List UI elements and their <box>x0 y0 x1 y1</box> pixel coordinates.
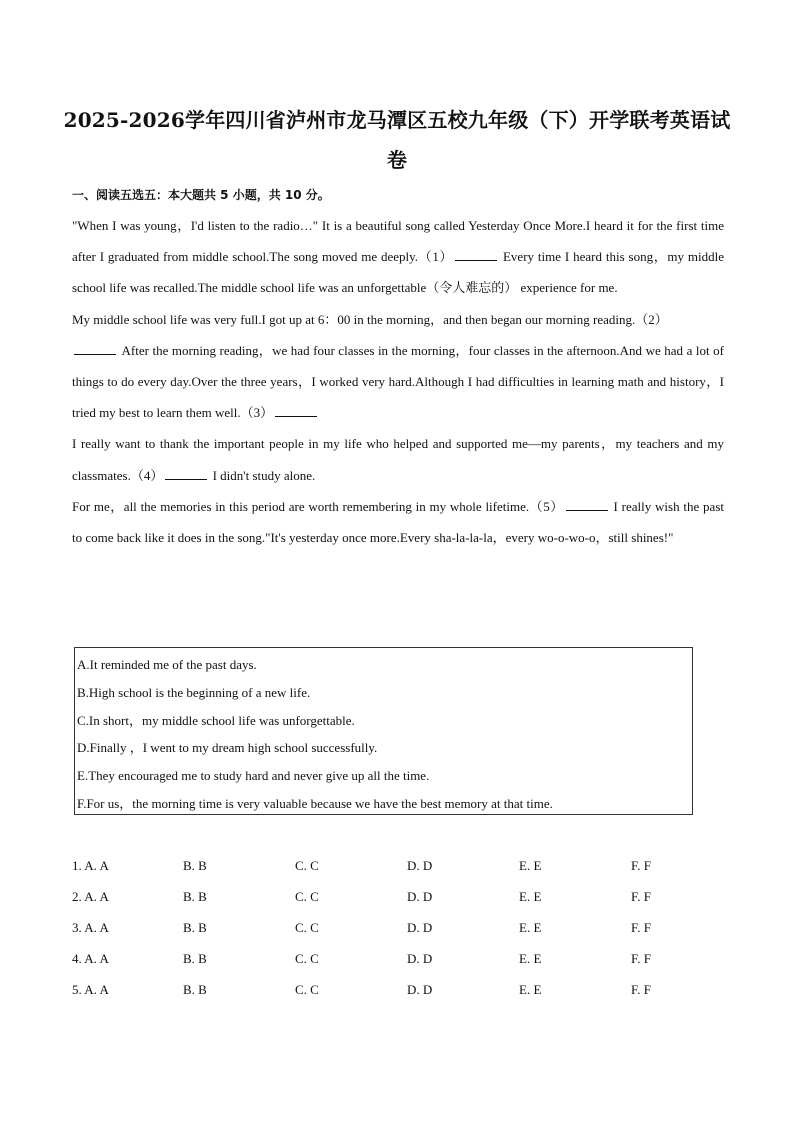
choice-f[interactable]: F. F <box>631 920 651 935</box>
passage-text: "When I was young，I'd listen to the radio…" It is a beautiful song called Yesterday Once More.I heard it for the first time after I graduated from middle school.The song moved me deeply.（1） <box>72 218 724 265</box>
choice-f[interactable]: F. F <box>631 951 651 966</box>
passage-text: I really want to thank the important people in my life who helped and supported me—my parents，my teachers and my classmates.（4） <box>72 436 724 483</box>
answer-blank-2 <box>74 343 116 355</box>
passage-paragraph-4 <box>72 491 724 553</box>
choice-f[interactable]: F. F <box>631 858 651 873</box>
answer-blank-4 <box>165 468 207 480</box>
choice-f[interactable]: F. F <box>631 889 651 904</box>
choice-e[interactable]: E. E <box>519 889 542 904</box>
choice-c[interactable]: C. C <box>295 982 319 997</box>
choice-d[interactable]: D. D <box>407 858 433 873</box>
choice-b[interactable]: B. B <box>183 920 207 935</box>
answer-choices <box>72 850 692 1005</box>
option-d: D.Finally ，I went to my dream high school successfully. <box>77 740 378 756</box>
answer-blank-1 <box>455 249 497 261</box>
passage-paragraph-3 <box>72 428 724 490</box>
choice-b[interactable]: B. B <box>183 982 207 997</box>
choice-b[interactable]: B. B <box>183 889 207 904</box>
exam-title: 2025-2026学年四川省泸州市龙马潭区五校九年级（下）开学联考英语试卷 <box>63 108 731 172</box>
passage-text: I didn't study alone. <box>209 467 316 483</box>
choice-d[interactable]: D. D <box>407 951 433 966</box>
choice-e[interactable]: E. E <box>519 951 542 966</box>
choice-b[interactable]: B. B <box>183 858 207 873</box>
question-row-3 <box>72 912 692 943</box>
answer-blank-5 <box>566 499 608 511</box>
passage-paragraph-1 <box>72 210 724 304</box>
passage-text: My middle school life was very full.I got up at 6：00 in the morning，and then began our morning reading.（2） <box>72 311 668 327</box>
passage-text: Every time I heard this song，my middle school life was recalled.The middle school life was an unforgettable（令人难忘的） experience for me. <box>72 249 724 296</box>
passage-text: For me，all the memories in this period are worth remembering in my whole lifetime.（5） <box>72 498 564 514</box>
choice-c[interactable]: C. C <box>295 889 319 904</box>
option-f: F.For us，the morning time is very valuable because we have the best memory at that time. <box>77 795 553 811</box>
choice-a[interactable]: 5. A. A <box>72 982 109 997</box>
section-heading: 一、阅读五选五：本大题共 5 小题，共 10 分。 <box>72 188 330 202</box>
choice-c[interactable]: C. C <box>295 920 319 935</box>
choice-a[interactable]: 4. A. A <box>72 951 109 966</box>
choice-d[interactable]: D. D <box>407 920 433 935</box>
option-e: E.They encouraged me to study hard and never give up all the time. <box>77 768 430 784</box>
choice-e[interactable]: E. E <box>519 920 542 935</box>
choice-f[interactable]: F. F <box>631 982 651 997</box>
choice-b[interactable]: B. B <box>183 951 207 966</box>
question-row-4 <box>72 943 692 974</box>
option-c: C.In short，my middle school life was unforgettable. <box>77 712 355 728</box>
options-box <box>74 647 693 815</box>
reading-passage <box>72 210 724 553</box>
answer-blank-3 <box>275 405 317 417</box>
option-a: A.It reminded me of the past days. <box>77 657 257 672</box>
choice-d[interactable]: D. D <box>407 982 433 997</box>
choice-c[interactable]: C. C <box>295 858 319 873</box>
option-b: B.High school is the beginning of a new life. <box>77 684 311 700</box>
choice-c[interactable]: C. C <box>295 951 319 966</box>
choice-a[interactable]: 3. A. A <box>72 920 109 935</box>
passage-text: I really wish the past to come back like it does in the song."It's yesterday once more.Every sha-la-la-la，every wo-o-wo-o，still shines!" <box>72 498 724 546</box>
choice-e[interactable]: E. E <box>519 982 542 997</box>
choice-a[interactable]: 1. A. A <box>72 858 109 873</box>
passage-paragraph-2 <box>72 304 724 429</box>
question-row-1 <box>72 850 692 881</box>
choice-e[interactable]: E. E <box>519 858 542 873</box>
passage-text: After the morning reading，we had four classes in the morning，four classes in the afternoon.And we had a lot of things to do every day.Over the three years，I worked very hard.Although I had difficulties in learning math and history，I tried my best to learn them well.（3） <box>72 342 724 421</box>
question-row-5 <box>72 974 692 1005</box>
choice-d[interactable]: D. D <box>407 889 433 904</box>
choice-a[interactable]: 2. A. A <box>72 889 109 904</box>
question-row-2 <box>72 881 692 912</box>
